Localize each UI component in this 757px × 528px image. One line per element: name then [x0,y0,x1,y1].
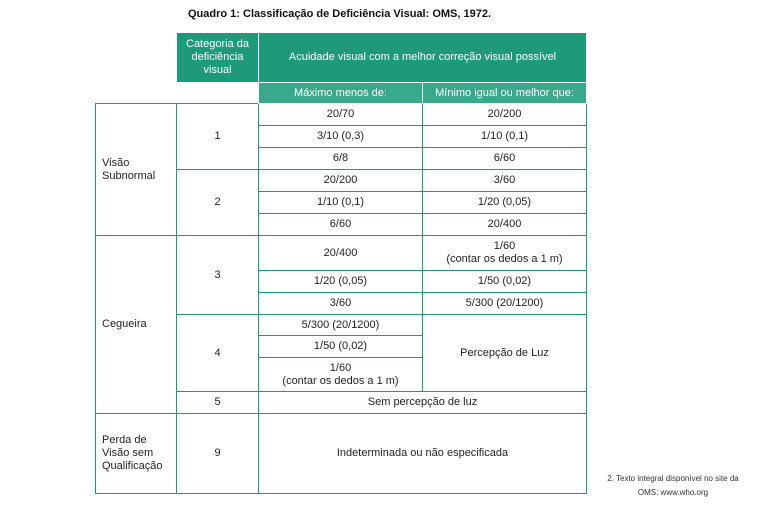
cell-max: 5/300 (20/1200) [259,315,423,336]
cell-max: 20/200 [259,170,423,192]
category-3: 3 [177,236,259,315]
cell-min: 5/300 (20/1200) [423,293,587,315]
cell-min: 1/50 (0,02) [423,271,587,293]
cell-indeterminada: Indeterminada ou não especificada [259,414,587,494]
cell-max: 3/60 [259,293,423,315]
footnote: 2. Texto integral disponível no site da OMS: www.who.org [607,474,739,497]
table-row [96,104,587,126]
cell-min: 20/200 [423,104,587,126]
cell-max: 20/70 [259,104,423,126]
blank-sub-1 [96,83,177,104]
blank-corner [96,33,177,83]
cell-max: 6/60 [259,214,423,236]
cell-max: 1/10 (0,1) [259,192,423,214]
table-row [96,236,587,271]
blank-sub-2 [177,83,259,104]
cell-min: 20/400 [423,214,587,236]
cell-min-percepcao: Percepção de Luz [423,315,587,392]
header-maximo: Máximo menos de: [259,83,423,104]
cell-max: 1/60 (contar os dedos a 1 m) [259,358,423,392]
cell-min: 1/60 (contar os dedos a 1 m) [423,236,587,271]
cell-min: 1/10 (0,1) [423,126,587,148]
cell-max: 1/50 (0,02) [259,336,423,358]
group-visao-subnormal: Visão Subnormal [96,104,177,236]
cell-max: 1/20 (0,05) [259,271,423,293]
cell-min: 1/20 (0,05) [423,192,587,214]
table-row [96,414,587,494]
category-1: 1 [177,104,259,170]
category-4: 4 [177,315,259,392]
category-5: 5 [177,392,259,414]
cell-max: 6/8 [259,148,423,170]
cell-sem-percepcao: Sem percepção de luz [259,392,587,414]
group-perda: Perda de Visão sem Qualificação [96,414,177,494]
header-categoria: Categoria da deficiência visual [177,33,259,83]
subheader-row [96,83,587,104]
cell-max: 20/400 [259,236,423,271]
cell-min: 3/60 [423,170,587,192]
cell-min: 6/60 [423,148,587,170]
header-minimo: Mínimo igual ou melhor que: [423,83,587,104]
table-title: Quadro 1: Classificação de Deficiência Visual: OMS, 1972. [188,8,492,20]
header-acuidade: Acuidade visual com a melhor correção visual possível [259,33,587,83]
category-2: 2 [177,170,259,236]
group-cegueira: Cegueira [96,236,177,414]
classification-table [95,32,587,494]
cell-max: 3/10 (0,3) [259,126,423,148]
header-row [96,33,587,83]
category-9: 9 [177,414,259,494]
